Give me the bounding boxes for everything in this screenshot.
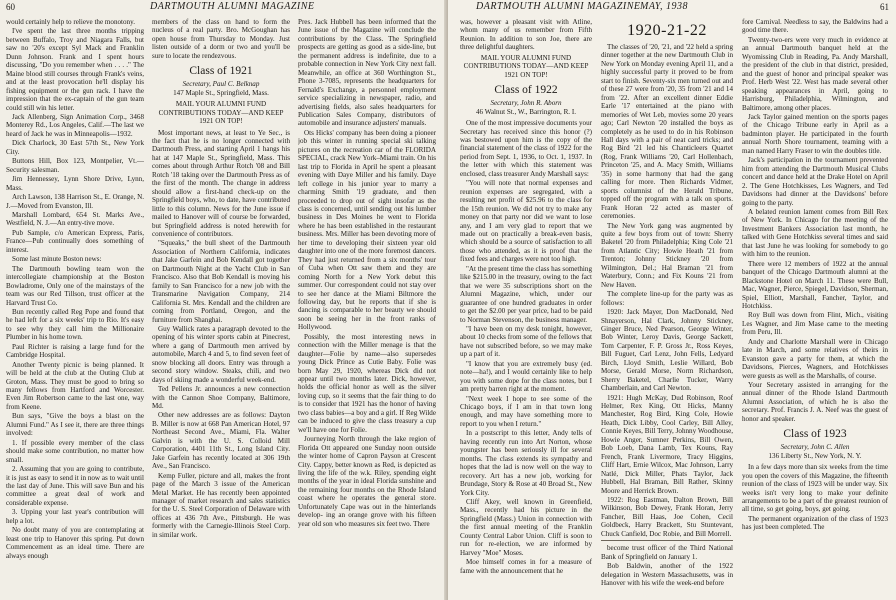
secretary-line: Secretary, John R. Aborn (490, 99, 562, 108)
left-column-2 (152, 18, 290, 598)
class-heading: Class of 1922 (494, 84, 558, 97)
paragraph: members of the class on hand to form the nucleus of a real party. Bro. McGoughan has open house from Thursday to Monday. Just listen outside of a dorm or two and you'll be sure to locate the rendezvous. (152, 18, 290, 60)
paragraph: was, however a pleasant visit with Atline, whom many of us remember from Fifth Reunion. In addition to son Joe, there are three delightful daughters. (460, 18, 592, 52)
paragraph: Buttons Hill, Box 123, Montpelier, Vt.—Security salesman. (6, 157, 144, 174)
paragraph: I've spent the last three months tripping between Buffalo, Troy and Niagara Falls, but saw no '20's except Syl Mack and Franklin Dunn Johnson. Frank and I spent hours discussing, "Do you remember when . . . ." The Maine blood still courses through Frank's veins, and at the least provocation he'll display his fishing equipment or the gun rack. I have the impression that the ex-captain of the gun team could still win his letter. (6, 27, 144, 112)
paragraph: The permanent organization of the class of 1923 has just been completed. The (742, 514, 888, 532)
paragraph: 1. If possible every member of the class should make some contribution, no matter how small. (6, 438, 144, 464)
paragraph: Jack's participation in the tournament prevented him from attending the Dartmouth Musical Clubs concert and dance held at the Drake Hotel on April 2. The Gene Hotchkisses, Les Wagners, and Ted Davidsons had dinner at the Davidsons' before going to the party. (742, 156, 888, 207)
right-running-date: MAY, 1938 (640, 1, 689, 12)
paragraph: 1922: Rog Eastman, Dalton Brown, Bill Wilkinson, Bob Dewey, Frank Horan, Jerry Fancher, Bill Haas, Joe Cohen, Cecil Goldbeck, Harry Brackett, Stu Stuntevant, Chuck Canfield, Doc Robie, and Bill Morrell. (601, 496, 733, 538)
right-column-1 (460, 18, 592, 598)
paragraph: Bob Baldwin, another of the 1922 delegation in Western Massachusetts, was in Hanover with his wife the week-end before (601, 562, 733, 588)
paragraph: Your Secretary assisted in arranging for the annual dinner of the Rhode Island Dartmouth Alumni Association, of which he is also the secretary. Prof. Francis J. A. Neef was the guest of honor and speaker. (742, 381, 888, 423)
paragraph: Jack Allenberg, Sign Animation Corp., 3468 Monterey Rd., Los Angeles, Calif.—The last we heard of Jack he was in Minneapolis—1932. (6, 112, 144, 138)
paragraph: No doubt many of you are contemplating at least one trip to Hanover this spring. Put down Commencement as an ideal time. There are always enough (6, 526, 144, 560)
paragraph: "Squeaks," the bull sheet of the Dartmouth Association of Northern California, indicates that Jake Garfein and Bob Kendall got together on Dartmouth Night at the Yacht Club in San Francisco. Also that Bob Kendall is moving his family to San Francisco for a new job with the Transmarine Navigation Company, 214 California St. Mrs. Kendall and the children are coming from Portland, Oregon, and the furniture from Shanghai. (152, 239, 290, 324)
paragraph: Journeying North through the lake region of Florida Ott appeared one Sunday noon outside the winter home of Capron Payson at Crescent City. Cappy, better known as Red, is depicted as living the life of the w.k. Riley, spending eight months of the year in ideal Florida sunshine and the remaining four months on the Rhode Island coast where he operates the general store. Unfortunately Cape was out in the hinterlands develop- ing an orange grove with his fifteen year old son who measures six feet two. There (298, 435, 436, 528)
paragraph: Arch Lawson, 138 Harrison St., E. Orange, N. J.—Moved from Evanston, Ill. (6, 193, 144, 210)
paragraph: A belated reunion lament comes from Bill Rex of New York. In Chicago for the meeting of the Investment Bankers Association last month, he talked with Gene Hotchkiss several times and said that last June he was looking for somebody to go with him to the reunion. (742, 207, 888, 259)
secretary-line: Secretary, John C. Allen (780, 443, 850, 452)
right-running-head: DARTMOUTH ALUMNI MAGAZINE (476, 1, 641, 12)
paragraph: Some last minute Boston news: (12, 255, 102, 264)
section-heading: 1920-21-22 (627, 22, 707, 39)
paragraph: Marshall Lombard, 654 St. Marks Ave., Westfield, N. J.—An entry-tive move. (6, 210, 144, 228)
paragraph: 2. Assuming that you are going to contribute, it is just as easy to send it in now as to wait until the last day of June. This will save Bun and his committee a great deal of work and considerable expense. (6, 465, 144, 507)
paragraph: Other new addresses are as follows: Dayton B. Miller is now at 668 Pan American Hotel, 97 Northeast Second Ave., Miami, Fla. Walter Galvin is with the U. S. Colloid Mill Corporation, 4401 11th St., Long Island City. Jake Garfein has recently located at 306 19th Ave., San Francisco. (152, 411, 290, 471)
column-rule (601, 540, 733, 541)
right-column-2 (601, 18, 733, 598)
fund-appeal: MAIL YOUR ALUMNI FUND CONTRIBUTIONS TODAY—AND KEEP 1921 ON TOP! (158, 100, 284, 126)
paragraph: 1921: Hugh McKay, Dud Robinson, Roof Helmer, Rex King, Ott Hicks, Manny Manchester, Rog Bird, King Cole, Howie Heath, Dick Libby, Cool Carley, Bill Alley, Connie Keyes, Bill Terry, Johnny Woodhouse, Howie Anger, Sumner Perkins, Bill Owen, Bob Loeb, Dana Lamb, Tex Kouns, Ray French, Frank Livermore, Tracy Higgins, Cliff Hart, Ernie Wilcox, Mac Johnson, Larry Natlé, Dick Miller, Phats Taylor, Jack Hubbell, Hal Braman, Bill Rather, Skinny Moore and Herrick Brown. (601, 393, 733, 495)
paragraph: Jim Hennessey, Lynn Shore Drive, Lynn, Mass. (6, 175, 144, 192)
paragraph: The New York gang was augmented by quite a few boys from out of town: Sherry Baketel '20 from Philadelphia; King Cole '21 from Atlantic City; Howie Heath '21 from Trenton; Johnny Stickney '20 from Wilmington, Del.; Hal Braman '21 from Waterbury, Conn.; and Fix Kouns '21 from New Haven. (601, 221, 733, 289)
paragraph: The classes of '20, '21, and '22 held a spring dinner together at the new Dartmouth Club in New York on Monday evening April 11, and a highly successful party it proved to be from start to finish. Seventy-six men turned out and of these 27 were from '20, 35 from '21 and 14 from '22. After an excellent dinner Eddie Earle '17 entertained at the piano with memories of Wet Leb, movies some 20 years ago; Carl Newton '20 installed the boys as completely as he used to do in his Robinson Hall days with a pair of neat card tricks; and Rog Bird '21 led his Chanticleers Quartet (Rog, Frank Williams '20, Carl Hollenbach, Princeton '25, and A. Macy Smith, Williams '35) in some harmony that had the gang calling for more. Then Richards Vidmer, sports columnist of the Herald Tribune, topped off the program with a talk on sports. Frank Horan '22 acted as master of ceremonies. (601, 43, 733, 221)
address-line: 46 Walnut St., W., Barrington, R. I. (476, 107, 576, 116)
paragraph: The complete line-up for the party was as follows: (601, 290, 733, 307)
paragraph: There were 12 members of 1922 at the annual banquet of the Chicago Dartmouth alumni at the Blackstone Hotel on March 11. These were Bull, Mac, Wagner, Pierce, Spiegel, Davidson, Sherman, Spiel, Elliott, Marshall, Fancher, Taylor, and Hotchkiss. (742, 259, 888, 310)
left-page-number: 60 (6, 2, 15, 12)
paragraph: Andy and Charlotte Marshall were in Chicago late in March, and some relatives of theirs in Evanston gave a party for them, at which the Davidsons, Pierces, Wagners, and Hotchkisses were guests as well as the Marshalls, of course. (742, 337, 888, 380)
right-page (448, 0, 896, 600)
paragraph: Jack Taylor gained mention on the sports pages of the Chicago Tribune early in April as a badminton player. He participated in the fourth annual North Shore tournament, teaming with a man named Harry Fraser to win the doubles title. (742, 112, 888, 155)
address-line: 147 Maple St., Springfield, Mass. (173, 88, 269, 97)
paragraph: Bun says, "Give the boys a blast on the Alumni Fund." As I see it, there are three things involved: (6, 412, 144, 438)
paragraph: In a postscript to this letter, Andy tells of having recently run into Art Norton, whose youngster has been seriously ill for several months. The class extends its sympathy and hopes that the lad is now well on the way to recovery. Art has a new job, working for Brundage, Story & Rose at 40 Broad St., New York City. (460, 429, 592, 497)
paragraph: Bun recently called Reg Pope and found that he had left for a six weeks' trip to Rio. It's easy to see why they call him the Millionaire Plumber in his home town. (6, 307, 144, 342)
paragraph: become trust officer of the Third National Bank of Springfield on January 1. (601, 544, 733, 561)
class-heading: Class of 1921 (189, 65, 253, 78)
paragraph: Ots Hicks' company has been doing a pioneer job this winter in running special ski talking pictures on the recreation car of the FLORIDA SPECIAL, crack New York–Miami train. On his last trip to Florida in April he spent a pleasant evening with Daye Miller and his family. Daye left college in his junior year to marry a charming Smith '19 graduate, and then proceeded to drop out of sight insofar as the class is concerned, until sending out his lumber business in Des Moines he went to Florida where he has been established in the restaurant business. Mrs. Miller has been devoting more of her time to developing their sixteen year old daughter into one of the more foremost dancers. They had just returned from a six months' tour of Cuba when Ott saw them and they are coming North for a New York debut this summer. Our correspondent could not stay over to see her dance at the Miami Biltmore the following day, but he reports that if she is dancing is comparable to her beauty we should soon be seeing her in the front ranks of Hollywood. (298, 128, 436, 332)
fund-appeal: MAIL YOUR ALUMNI FUND CONTRIBUTIONS TODAY—AND KEEP 1921 ON TOP! (463, 53, 589, 79)
paragraph: "Next week I hope to see some of the Chicago boys, if I am in that town long enough, and may have something more to report to you when I return." (460, 394, 592, 428)
left-running-head: DARTMOUTH ALUMNI MAGAZINE (150, 1, 315, 12)
paragraph: "At the present time the class has something like $215.00 in the treasury, owing to the fact that we were 35 subscriptions short on the Alumni Magazine, which, under our guarantee of one hundred graduates in order to get the $2.00 per year price, had to be paid to Norman Stevenson, the business manager. (460, 264, 592, 324)
paragraph: Possibly, the most interesting news in connection with the Miller menage is that the daughter—Folie by name—also supersedes young Dick Prince as Cutie Baby. Folie was born May 29, 1920, whereas Dick did not appear until two months later. Dick, however, holds the official honor as well as the silver loving cup, so it seems that the fair thing to do is to consider that 1921 has the honor of having two class babies—a boy and a girl. If Reg Wilde can be induced to give the class treasury a cup we'll have one for Folie. (298, 332, 436, 434)
paragraph: The Dartmouth bowling team won the intercollegiate championship at the Boston Bowladrome, Only one of the mainstays of the team was our Red Tillson, trust officer at the Harvard Trust Co. (6, 264, 144, 307)
paragraph: Cliff Akey, well known in Greenfield, Mass., recently had his picture in the Springfield (Mass.) Union in connection with the first annual meeting of the Franklin County Central Labor Union. Cliff is soon to run for re-election, we are informed by Harvey "Moe" Moses. (460, 498, 592, 557)
paragraph: 1920: Jack Mayer, Don MacDonald, Ned Shnayerson, Hal Clark, Johnny Stickney, Ginger Bruce, Ned Pearson, George Winter, Bob Winter, Leroy Davis, George Sackett, Tom Carpenter, F. P. Gross Jr., Ross Keyes, Bill Fuguet, Carl Lenz, John Fells, Ledyard Birch, Lloyd Smith, Leslie Willard, Bob Morse, Gerald Morse, Norm Richardson, Sherry Baketel, Charlie Tucker, Warry Chamberlain, and Carl Newton. (601, 308, 733, 393)
paragraph: "I know that you are extremely busy (ed. note—ha!), and I would certainly like to help you with some dope for the class notes, but I am pretty barren right at the moment. (460, 359, 592, 394)
paragraph: fore Carnival. Needless to say, the Baldwins had a good time there. (742, 18, 888, 35)
paragraph: Moe himself comes in for a measure of fame with the announcement that he (460, 558, 592, 575)
paragraph: Most important news, at least to Ye Sec., is the fact that he is no longer connected with Dartmouth Press, and starting April 1 hangs his hat at 147 Maple St., Springfield, Mass. This comes about through Arthur Rotch '08 and Bill Rotch '18 taking over the Dartmouth Press as of the first of the month. The change in address should allow a first-hand check-up on the Springfield boys, who, to date, have contributed little to this column. News for the June issue if mailed to Hanover will of course be forwarded, but Springfield address is noted herewith for convenience of contributors. (152, 128, 290, 238)
paragraph: One of the most impressive documents your Secretary has received since this honor (?) was bestowed upon him is the copy of the financial statement of the class of 1922 for the period from Sept. 1, 1936, to Oct. 1, 1937. In the letter with which this statement was enclosed, class treasurer Andy Marshall says: (460, 119, 592, 178)
paragraph: 3. Upping your last year's contribution will help a lot. (6, 508, 144, 525)
paragraph: Another Twenty picnic is being planned. It will be held at the club at the Outing Club at Groton, Mass. They must be good to bring so many fellows from Hartford and Worcester. Even Jim Robertson came to the last one, way from Keene. (6, 360, 144, 411)
paragraph: Paul Richter is raising a large fund for the Cambridge Hospital. (6, 342, 144, 360)
paragraph: would certainly help to relieve the monotony. (6, 18, 135, 26)
left-column-3 (298, 18, 436, 598)
right-column-3 (742, 18, 888, 598)
right-page-number: 61 (880, 2, 889, 12)
address-line: 136 Liberty St., New York, N. Y. (768, 451, 862, 460)
paragraph: In a few days more than six weeks from the time you open the covers of this Magazine, the fifteenth reunion of the class of 1923 will be under way. Six weeks isn't very long to make your definite arrangements to be a part of the greatest reunion of all time, so get going, boys, get going. (742, 463, 888, 514)
class-heading: Class of 1923 (783, 428, 847, 441)
paragraph: Kemp Fuller, picture and all, makes the front page of the March 3 issue of the American Metal Market. He has recently been appointed manager of market research and sales statistics for the U. S. Steel Corporation of Delaware with offices at 436 7th Ave., Pittsburgh. He was formerly with the Carnegie-Illinois Steel Corp. in similar work. (152, 471, 290, 539)
paragraph: Pub Sample, c/o American Express, Paris, France—Pub continually does something of interest. (6, 228, 144, 254)
left-column-1 (6, 18, 144, 598)
paragraph: Guy Wallick rates a paragraph devoted to the opening of his winter sports cabin at Pinecrest, where a gang of Dartmouth men arrived by automobile, March 4 and 5, to find seven feet of snow blocking all doors. Entry was through a second story window. Steaks, chili, and two days of skiing made a wonderful week-end. (152, 324, 290, 384)
paragraph: Dick Charlock, 30 East 57th St., New York City. (6, 139, 144, 156)
secretary-line: Secretary, Paul C. Belknap (182, 80, 260, 89)
paragraph: Roy Bull was down from Flint, Mich., visiting Les Wagner, and Jim Mase came to the meeting from Peru, Ill. (742, 311, 888, 337)
paragraph: Ted Pellens Jr. announces a new connection with the Cannon Shoe Company, Baltimore, Md. (152, 385, 290, 411)
paragraph: "You will note that normal expenses and reunion expenses are segregated, with a resulting net profit of $25.96 to the class for the 15th reunion. We did not try to make any money on that party nor did we want to lose any, and I am very glad to report that we made out on practically a break-even basis, which should be a source of satisfaction to all those who attended, as it is proof that the fixed fees and charges were not too high. (460, 179, 592, 264)
paragraph: Pres. Jack Hubbell has been informed that the June issue of the Magazine will conclude the contributions by the Class. The Springfield prospects are getting as good as a side-line, but the permanent address is indefinite, due to a probable connection in New York City next fall. Meanwhile, an office at 360 Worthington St., Phone 3-7085, represents the headquarters for Fernald's Exchange, a personnel employment service specializing in newspaper, radio, and advertising fields, also sales headquarters for Publication Sales Company, distributors of automobile and insurance adjusters' manuals. (298, 18, 436, 128)
paragraph: Twenty-two-ers were very much in evidence at an annual Dartmouth banquet held at the Wyomissing Club in Reading, Pa. Andy Marshall, the president of the club in that district, presided, and the guest of honor and principal speaker was Prof. Herb West '22. West has made several other speaking appearances in April, going to Harrisburg, Philadelphia, Wilmington, and Baltimore, among other places. (742, 35, 888, 112)
paragraph: "I have been on my desk tonight, however, about 10 checks from some of the fellows that have not subscribed before, so we may make up a part of it. (460, 324, 592, 359)
